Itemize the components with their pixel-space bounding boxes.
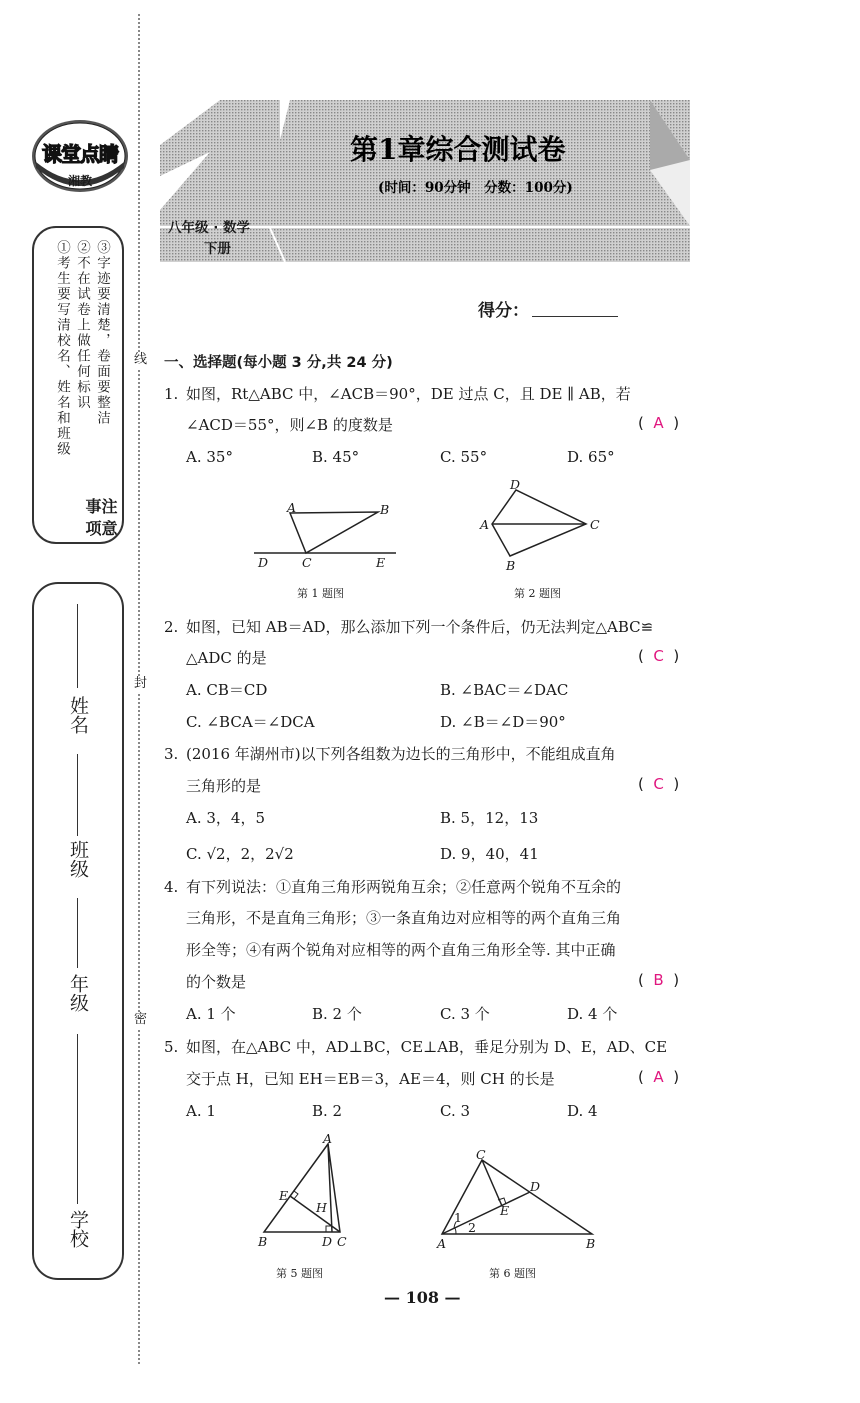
exam-notes-box [32, 226, 124, 544]
notes-title: 注意事项 [83, 498, 118, 542]
page-number: — 108 — [384, 1288, 461, 1307]
q3-option-c: C. √2，2，2√2 [186, 845, 294, 863]
q2-answer-letter: C [653, 647, 664, 665]
logo-text: 课堂点睛 [42, 142, 118, 166]
q5-number: 5. [164, 1038, 179, 1056]
q5-option-d: D. 4 [567, 1102, 598, 1120]
fig5-label-h: H [316, 1200, 327, 1215]
school-line[interactable] [77, 1034, 78, 1204]
q5-line-2: 交于点 H，已知 EH＝EB＝3，AE＝4，则 CH 的长是 [186, 1070, 555, 1088]
q1-option-b: B. 45° [312, 448, 360, 466]
q3-line-1: (2016 年湖州市)以下列各组数为边长的三角形中，不能组成直角 [186, 745, 616, 763]
figure-6 [436, 1156, 596, 1238]
q2-line-1: 如图，已知 AB＝AD，那么添加下列一个条件后，仍无法判定△ABC≌ [186, 618, 654, 636]
q2-answer: ( C ) [638, 647, 680, 665]
q4-option-a: A. 1 个 [186, 1005, 236, 1023]
fig1-label-a: A [287, 500, 297, 515]
section-title: 一、选择题(每小题 3 分,共 24 分) [164, 355, 393, 371]
q2-option-c: C. ∠BCA＝∠DCA [186, 713, 315, 731]
q4-number: 4. [164, 878, 179, 896]
q3-option-a: A. 3，4，5 [186, 809, 265, 827]
q1-option-d: D. 65° [567, 448, 615, 466]
fig6-label-a: A [437, 1236, 447, 1251]
fig1-label-c: C [302, 555, 312, 570]
q5-answer-letter: A [653, 1068, 664, 1086]
q3-option-b: B. 5，12，13 [440, 809, 539, 827]
fig5-label-c: C [337, 1234, 347, 1249]
fig5-label-a: A [323, 1131, 333, 1146]
q1-answer-letter: A [653, 414, 664, 432]
field-class-label: 班级 [67, 840, 89, 878]
figure-5 [256, 1140, 356, 1236]
fig6-label-b: B [586, 1236, 596, 1251]
note-3: ③字迹要清楚，卷面要整洁 [94, 240, 110, 426]
q4-option-c: C. 3 个 [440, 1005, 490, 1023]
q3-option-d: D. 9，40，41 [440, 845, 539, 863]
fig6-label-c: C [476, 1147, 486, 1162]
fig2-label-c: C [590, 517, 600, 532]
q3-number: 3. [164, 745, 179, 763]
test-subtitle: (时间：90分钟 分数：100分) [378, 180, 573, 196]
q5-option-c: C. 3 [440, 1102, 471, 1120]
q3-answer-letter: C [653, 775, 664, 793]
fig5-label-b: B [258, 1234, 268, 1249]
q4-line-4: 的个数是 [186, 973, 247, 991]
q3-answer: ( C ) [638, 775, 680, 793]
q2-option-b: B. ∠BAC＝∠DAC [440, 681, 569, 699]
q2-option-d: D. ∠B＝∠D＝90° [440, 713, 566, 731]
q4-line-1: 有下列说法：①直角三角形两锐角互余；②任意两个锐角不互余的 [186, 878, 622, 896]
cut-mark-mi: 密 [134, 1012, 148, 1027]
note-2: ②不在试卷上做任何标识 [74, 240, 90, 411]
fig2-label-d: D [510, 477, 521, 492]
fig1-label-d: D [258, 555, 269, 570]
fig6-label-d: D [530, 1179, 541, 1194]
figure-2 [480, 486, 590, 562]
fig5-label-d: D [322, 1234, 333, 1249]
q1-line-2: ∠ACD＝55°，则∠B 的度数是 [186, 416, 393, 434]
q1-line-1: 如图，Rt△ABC 中，∠ACB＝90°，DE 过点 C，且 DE ∥ AB，若 [186, 385, 631, 403]
q4-option-b: B. 2 个 [312, 1005, 362, 1023]
q5-option-a: A. 1 [186, 1102, 216, 1120]
q2-line-2: △ADC 的是 [186, 649, 267, 667]
q5-answer: ( A ) [638, 1068, 680, 1086]
grade-subject: 八年级 · 数学 [168, 220, 251, 236]
fig5-label-e: E [279, 1188, 289, 1203]
publisher-name: 湘教 [67, 174, 92, 188]
field-school-label: 学校 [67, 1210, 89, 1248]
fig2-label-a: A [480, 517, 490, 532]
book-volume: 下册 [204, 241, 231, 257]
q4-answer-letter: B [653, 971, 664, 989]
fig2-caption: 第 2 题图 [514, 587, 561, 600]
cut-mark-xian: 线 [134, 352, 148, 367]
test-title: 第1章综合测试卷 [350, 133, 566, 166]
publisher-logo [30, 118, 130, 194]
fig1-label-e: E [376, 555, 386, 570]
fig6-label-2: 2 [468, 1220, 476, 1235]
grade-line[interactable] [77, 898, 78, 968]
fig1-label-b: B [380, 502, 390, 517]
q5-option-b: B. 2 [312, 1102, 343, 1120]
q4-line-3: 形全等；④有两个锐角对应相等的两个直角三角形全等. 其中正确 [186, 941, 616, 959]
score-blank[interactable] [532, 316, 618, 317]
fig6-caption: 第 6 题图 [489, 1267, 536, 1280]
field-grade-label: 年级 [67, 974, 89, 1012]
q5-line-1: 如图，在△ABC 中，AD⊥BC，CE⊥AB，垂足分别为 D、E，AD、CE [186, 1038, 668, 1056]
q4-answer: ( B ) [638, 971, 680, 989]
q1-number: 1. [164, 385, 179, 403]
name-line[interactable] [77, 604, 78, 688]
fig1-caption: 第 1 题图 [297, 587, 344, 600]
score-label: 得分： [478, 301, 529, 321]
fig6-label-e: E [500, 1203, 510, 1218]
test-header-banner [160, 100, 690, 262]
student-info-box [32, 582, 124, 1280]
q1-answer: ( A ) [638, 414, 680, 432]
q1-option-a: A. 35° [186, 448, 233, 466]
fig5-caption: 第 5 题图 [276, 1267, 323, 1280]
cut-mark-feng: 封 [134, 676, 148, 691]
q3-line-2: 三角形的是 [186, 777, 262, 795]
field-name-label: 姓名 [67, 696, 89, 734]
q1-option-c: C. 55° [440, 448, 488, 466]
fig6-label-1: 1 [454, 1210, 462, 1225]
q2-option-a: A. CB＝CD [186, 681, 268, 699]
note-1: ①考生要写清校名、姓名和班级 [54, 240, 70, 457]
fig2-label-b: B [506, 558, 516, 573]
q4-option-d: D. 4 个 [567, 1005, 618, 1023]
class-line[interactable] [77, 754, 78, 836]
q2-number: 2. [164, 618, 179, 636]
q4-line-2: 三角形，不是直角三角形；③一条直角边对应相等的两个直角三角 [186, 909, 622, 927]
